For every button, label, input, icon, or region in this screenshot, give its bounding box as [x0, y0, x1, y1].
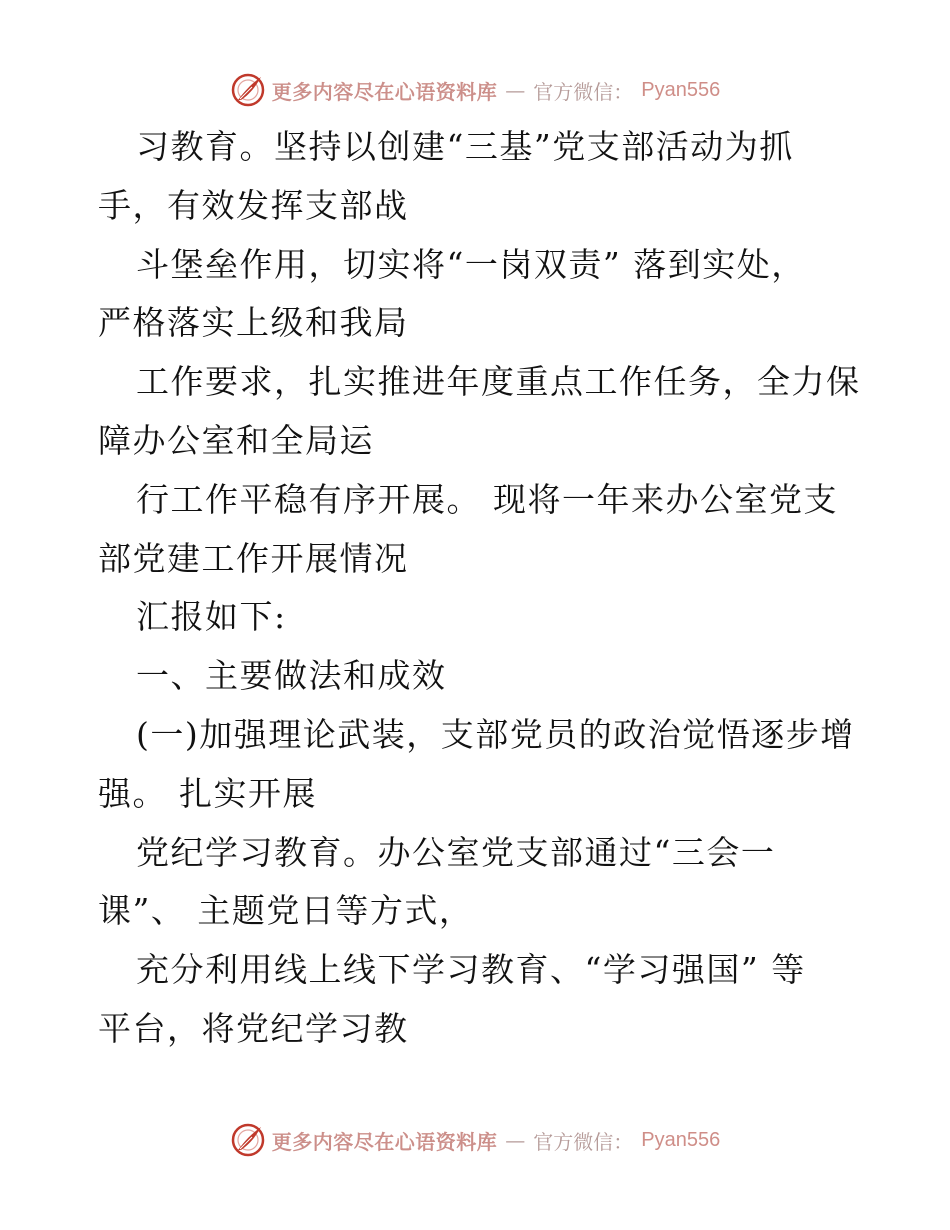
paragraph-line: 课”、 主题党日等方式，: [98, 891, 474, 931]
paragraph-line: 强。 扎实开展: [98, 773, 317, 813]
quill-logo-icon: [230, 72, 266, 108]
paragraph-line: 汇报如下:: [136, 597, 287, 637]
header-banner: [0, 68, 950, 112]
banner-dash: —: [505, 1128, 526, 1152]
paragraph-line: 习教育。坚持以创建“三基”党支部活动为抓: [136, 127, 794, 166]
banner-dash: —: [505, 78, 526, 102]
section-heading: 一、主要做法和成效: [136, 656, 447, 696]
banner-wechat-label: 官方微信：: [533, 79, 634, 104]
paragraph-line: 工作要求，扎实推进年度重点工作任务，全力保: [136, 362, 861, 402]
subsection-heading: (一)加强理论武装，支部党员的政治觉悟逐步增: [136, 714, 855, 754]
paragraph-line: 充分利用线上线下学习教育、“学习强国” 等: [136, 950, 806, 990]
paragraph-line: 行工作平稳有序开展。 现将一年来办公室党支: [136, 479, 838, 519]
banner-text: 更多内容尽在心语资料库: [271, 1129, 498, 1154]
paragraph-line: 部党建工作开展情况: [98, 538, 409, 578]
paragraph-line: 障办公室和全局运: [98, 420, 374, 460]
document-body: [98, 118, 861, 1059]
banner-wechat-label: 官方微信：: [533, 1129, 634, 1154]
paragraph-line: 党纪学习教育。办公室党支部通过“三会一: [136, 832, 776, 872]
banner-wechat-id: Pyan556: [641, 1128, 721, 1151]
paragraph-line: 平台，将党纪学习教: [98, 1008, 409, 1048]
paragraph-line: 手，有效发挥支部战: [98, 185, 409, 225]
quill-logo-icon: [230, 1122, 266, 1158]
footer-banner: [0, 1118, 950, 1162]
paragraph-line: 斗堡垒作用，切实将“一岗双责” 落到实处，: [136, 244, 806, 284]
banner-text: 更多内容尽在心语资料库: [271, 79, 498, 104]
paragraph-line: 严格落实上级和我局: [98, 303, 409, 343]
banner-wechat-id: Pyan556: [641, 78, 721, 101]
